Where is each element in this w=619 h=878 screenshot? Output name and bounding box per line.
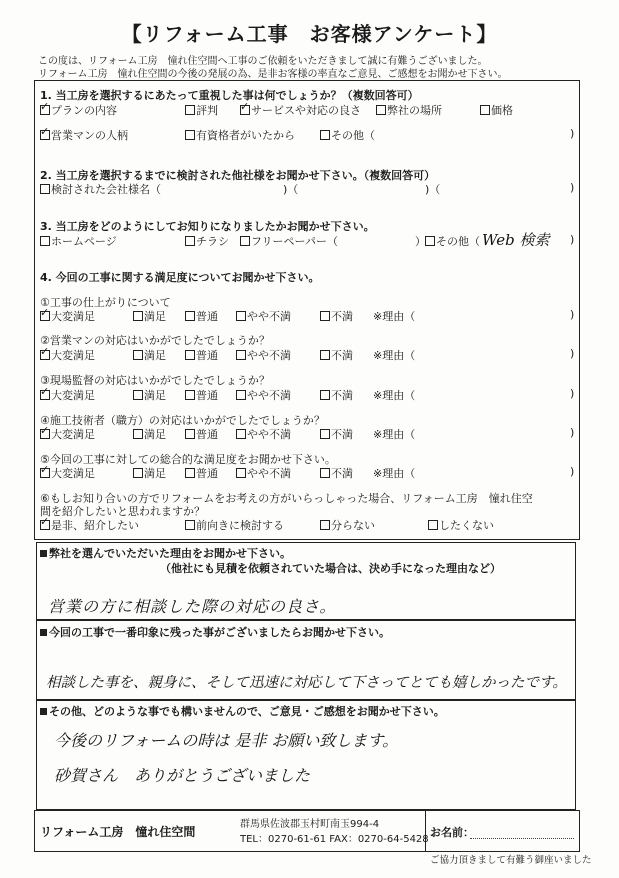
square-bullet-icon — [40, 708, 47, 715]
checkbox-icon[interactable] — [320, 390, 330, 400]
q6-recommend-option[interactable]: ✓是非、紹介したい — [40, 517, 139, 533]
reason-label: ※理由（ — [373, 467, 416, 480]
checkbox-icon[interactable] — [185, 350, 195, 360]
dissatisfied-option[interactable]: 不満 — [320, 308, 353, 324]
checkbox-icon[interactable] — [40, 184, 50, 194]
very-satisfied-option[interactable]: ✓大変満足 — [40, 426, 95, 442]
checkbox-icon[interactable] — [376, 105, 386, 115]
reason-close: ) — [570, 465, 575, 478]
q1-price-option[interactable]: 価格 — [480, 102, 513, 118]
checkbox-icon[interactable] — [320, 311, 330, 321]
impression-handwritten-answer: 相談した事を、親身に、そして迅速に対応して下さってとても嬉しかったです。 — [46, 675, 567, 691]
checkbox-icon[interactable] — [133, 390, 143, 400]
somewhat-dissatisfied-option[interactable]: やや不満 — [236, 308, 291, 324]
checkbox-checked-icon[interactable] — [40, 311, 50, 321]
q1-reputation-option[interactable]: 評判 — [185, 102, 218, 118]
q6-label-line-2: 間を紹介したいと思われますか？ — [40, 505, 205, 518]
reason-label: ※理由（ — [373, 428, 416, 441]
q4-item-4-label: ④施工技術者（職方）の対応はいかがでしたでしょうか？ — [40, 414, 325, 427]
checkbox-icon[interactable] — [320, 468, 330, 478]
checkbox-icon[interactable] — [428, 520, 438, 530]
checkbox-icon[interactable] — [185, 236, 195, 246]
checkbox-icon[interactable] — [320, 130, 330, 140]
q3-other-close: ) — [570, 233, 575, 246]
checkbox-icon[interactable] — [480, 105, 490, 115]
reason-section-sub: （他社にも見積を依頼されていた場合は、決め手になった理由など） — [160, 562, 501, 575]
q1-location-option[interactable]: 弊社の場所 — [376, 102, 442, 118]
intro-line-2: リフォーム工房 憧れ住空間の今後の発展の為、是非お客様の率直なご意見、ご感想をお聞かせ下さい。 — [38, 69, 508, 80]
neutral-option[interactable]: 普通 — [185, 426, 218, 442]
checkbox-icon[interactable] — [320, 350, 330, 360]
q6-label-line-1: ⑥もしお知り合いの方でリフォームをお考えの方がいらっしゃった場合、リフォーム工房 憧れ住空 — [40, 492, 533, 505]
checkbox-icon[interactable] — [320, 520, 330, 530]
somewhat-dissatisfied-option[interactable]: やや不満 — [236, 465, 291, 481]
q1-other-option[interactable]: その他（ — [320, 127, 375, 143]
very-satisfied-option[interactable]: ✓大変満足 — [40, 387, 95, 403]
reason-label: ※理由（ — [373, 310, 416, 323]
reason-label: ※理由（ — [373, 389, 416, 402]
checkbox-icon[interactable] — [185, 130, 195, 140]
checkbox-checked-icon[interactable] — [40, 130, 50, 140]
comments-section-title: その他、どのような事でも構いませんので、ご意見・ご感想をお聞かせ下さい。 — [40, 703, 445, 719]
checkbox-checked-icon[interactable] — [40, 350, 50, 360]
dissatisfied-option[interactable]: 不満 — [320, 465, 353, 481]
impression-section-title: 今回の工事で一番印象に残った事がございましたらお聞かせ下さい。 — [40, 624, 390, 640]
q1-salesperson-option[interactable]: ✓営業マンの人柄 — [40, 127, 128, 143]
satisfied-option[interactable]: 満足 — [133, 347, 166, 363]
checkbox-icon[interactable] — [133, 350, 143, 360]
q3-handwritten-answer: Web 検索 — [482, 231, 550, 249]
very-satisfied-option[interactable]: ✓大変満足 — [40, 465, 95, 481]
checkbox-icon[interactable] — [236, 311, 246, 321]
q3-title: 3. 当工房をどのようにしてお知りになりましたかお聞かせ下さい。 — [40, 220, 375, 233]
checkbox-icon[interactable] — [185, 468, 195, 478]
checkbox-checked-icon[interactable] — [40, 429, 50, 439]
reason-section-title: 弊社を選んでいただいた理由をお聞かせ下さい。 — [40, 545, 291, 561]
q2-title: 2. 当工房を選択するまでに検討された他社様をお聞かせ下さい。（複数回答可） — [40, 169, 436, 182]
very-satisfied-option[interactable]: ✓大変満足 — [40, 308, 95, 324]
checkbox-icon[interactable] — [133, 429, 143, 439]
reason-close: ) — [570, 387, 575, 400]
satisfied-option[interactable]: 満足 — [133, 465, 166, 481]
q3-freepaper-close: ） — [415, 235, 426, 248]
q3-homepage-option[interactable]: ホームページ — [40, 233, 117, 249]
checkbox-icon[interactable] — [185, 105, 195, 115]
q4-item-1-label: ①工事の仕上がりについて — [40, 296, 171, 309]
checkbox-checked-icon[interactable] — [40, 390, 50, 400]
checkbox-icon[interactable] — [185, 520, 195, 530]
neutral-option[interactable]: 普通 — [185, 308, 218, 324]
footer-company: リフォーム工房 憧れ住空間 — [40, 825, 196, 839]
checkbox-icon[interactable] — [236, 350, 246, 360]
q2-paren-2: )（ — [425, 183, 441, 196]
comments-handwritten-line-1: 今後のリフォームの時は 是非 お願い致します。 — [54, 731, 399, 750]
q6-unsure-option[interactable]: 分らない — [320, 517, 375, 533]
q4-title: 4. 今回の工事に関する満足度についてお聞かせ下さい。 — [40, 271, 320, 284]
q4-item-2-label: ②営業マンの対応はいかがでしたでしょうか？ — [40, 334, 270, 347]
questionnaire-frame — [34, 80, 580, 540]
neutral-option[interactable]: 普通 — [185, 387, 218, 403]
footer-name-label: お名前： — [430, 826, 474, 839]
footer-thanks: ご協力頂きまして有難う御座いました — [430, 855, 592, 866]
checkbox-icon[interactable] — [236, 429, 246, 439]
square-bullet-icon — [40, 629, 47, 636]
reason-close: ) — [570, 347, 575, 360]
checkbox-icon[interactable] — [133, 311, 143, 321]
q3-flyer-option[interactable]: チラシ — [185, 233, 229, 249]
footer-address: 群馬県佐波郡玉村町南玉994-4 — [240, 819, 380, 830]
checkbox-icon[interactable] — [185, 311, 195, 321]
q4-item-5-label: ⑤今回の工事に対しての総合的な満足度をお聞かせ下さい。 — [40, 453, 336, 466]
somewhat-dissatisfied-option[interactable]: やや不満 — [236, 347, 291, 363]
reason-close: ) — [570, 308, 575, 321]
checkbox-checked-icon[interactable] — [240, 105, 250, 115]
q3-other-option[interactable]: その他（ — [425, 233, 480, 249]
satisfied-option[interactable]: 満足 — [133, 308, 166, 324]
comments-handwritten-line-2: 砂賀さん ありがとうございました — [54, 766, 311, 785]
q2-paren-1: )（ — [283, 183, 299, 196]
dissatisfied-option[interactable]: 不満 — [320, 347, 353, 363]
q6-no-option[interactable]: したくない — [428, 517, 494, 533]
q2-paren-3: ) — [570, 181, 575, 194]
survey-title: 【リフォーム工事 お客様アンケート】 — [121, 22, 498, 46]
q1-other-close: ) — [570, 127, 575, 140]
q1-title: 1. 当工房を選択するにあたって重視した事は何でしょうか？（複数回答可） — [40, 89, 419, 102]
satisfied-option[interactable]: 満足 — [133, 387, 166, 403]
name-input-line[interactable] — [470, 838, 574, 839]
checkbox-icon[interactable] — [236, 390, 246, 400]
dissatisfied-option[interactable]: 不満 — [320, 387, 353, 403]
square-bullet-icon — [40, 550, 47, 557]
somewhat-dissatisfied-option[interactable]: やや不満 — [236, 387, 291, 403]
reason-handwritten-answer: 営業の方に相談した際の対応の良さ。 — [48, 597, 337, 616]
checkbox-icon[interactable] — [320, 429, 330, 439]
intro-line-1: この度は、リフォーム工房 憧れ住空間へ工事のご依頼をいただきまして誠に有難うございました。 — [38, 56, 488, 67]
neutral-option[interactable]: 普通 — [185, 347, 218, 363]
reason-close: ) — [570, 426, 575, 439]
q1-qualified-option[interactable]: 有資格者がいたから — [185, 127, 295, 143]
checkbox-checked-icon[interactable] — [40, 520, 50, 530]
checkbox-icon[interactable] — [133, 468, 143, 478]
footer-phone: TEL：0270-61-61 FAX：0270-64-5428 — [240, 834, 429, 845]
neutral-option[interactable]: 普通 — [185, 465, 218, 481]
reason-label: ※理由（ — [373, 349, 416, 362]
checkbox-icon[interactable] — [425, 236, 435, 246]
very-satisfied-option[interactable]: ✓大変満足 — [40, 347, 95, 363]
q1-plan-option[interactable]: ✓プランの内容 — [40, 102, 117, 118]
checkbox-icon[interactable] — [40, 236, 50, 246]
checkbox-icon[interactable] — [185, 429, 195, 439]
satisfied-option[interactable]: 満足 — [133, 426, 166, 442]
q3-freepaper-option[interactable]: フリーペーパー（ — [240, 233, 338, 249]
checkbox-checked-icon[interactable] — [40, 468, 50, 478]
checkbox-checked-icon[interactable] — [40, 105, 50, 115]
q2-companies-option[interactable]: 検討された会社様名（ — [40, 181, 161, 197]
dissatisfied-option[interactable]: 不満 — [320, 426, 353, 442]
checkbox-icon[interactable] — [236, 468, 246, 478]
q1-service-option[interactable]: ✓ サービスや対応の良さ — [240, 102, 361, 118]
somewhat-dissatisfied-option[interactable]: やや不満 — [236, 426, 291, 442]
checkbox-icon[interactable] — [240, 236, 250, 246]
checkbox-icon[interactable] — [185, 390, 195, 400]
q4-item-3-label: ③現場監督の対応はいかがでしたでしょうか？ — [40, 374, 270, 387]
q6-consider-option[interactable]: 前向きに検討する — [185, 517, 284, 533]
